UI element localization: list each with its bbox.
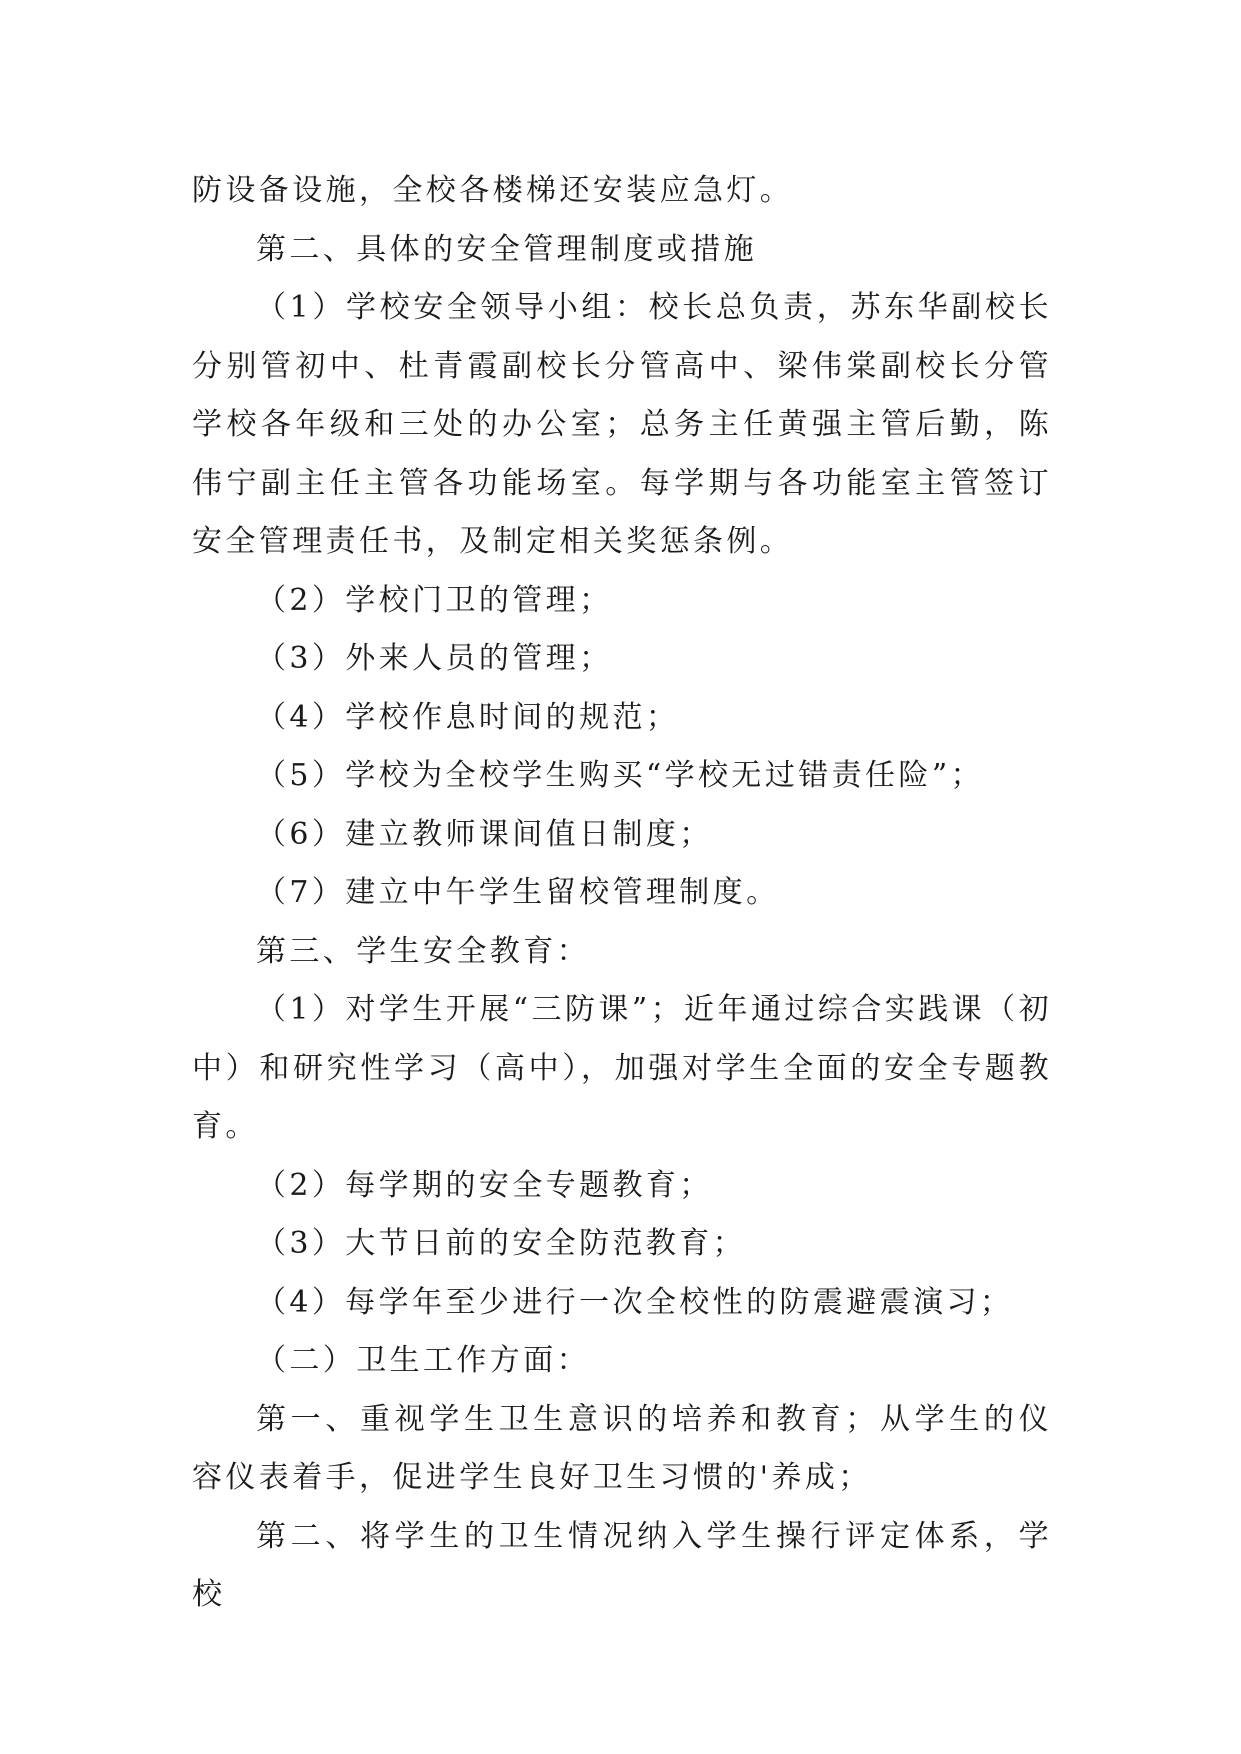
section-heading: 第二、具体的安全管理制度或措施 [256,231,757,267]
list-item: （4）学校作息时间的规范； [256,699,680,735]
list-item: （2）每学期的安全专题教育； [256,1167,713,1203]
paragraph: 第一、重视学生卫生意识的培养和教育；从学生的仪容仪表着手，促进学生良好卫生习惯的'养成； [192,1401,1052,1495]
list-item: （3）大节日前的安全防范教育； [256,1226,747,1261]
paragraph: 防设备设施，全校各楼梯还安装应急灯。 [192,173,794,208]
section-heading: 第三、学生安全教育： [256,933,590,969]
section-heading: （二）卫生工作方面： [256,1343,590,1378]
document-body [192,162,1052,1625]
list-item: （6）建立教师课间值日制度； [256,816,713,852]
paragraph: （1）对学生开展“三防课”；近年通过综合实践课（初中）和研究性学习（高中），加强对学生全面的安全专题教育。 [192,992,1052,1144]
list-item: （5）学校为全校学生购买“学校无过错责任险”； [256,758,984,793]
list-item: （3）外来人员的管理； [256,641,613,676]
paragraph: （1）学校安全领导小组：校长总负责，苏东华副校长分别管初中、杜青霞副校长分管高中、梁伟棠副校长分管学校各年级和三处的办公室；总务主任黄强主管后勤，陈伟宁副主任主管各功能场室。每学期与各功能室主管签订安全管理责任书，及制定相关奖惩条例。 [192,290,1052,559]
list-item: （2）学校门卫的管理； [256,582,613,618]
list-item: （7）建立中午学生留校管理制度。 [256,875,780,910]
list-item: （4）每学年至少进行一次全校性的防震避震演习； [256,1284,1014,1320]
paragraph: 第二、将学生的卫生情况纳入学生操行评定体系，学校 [192,1518,1052,1612]
